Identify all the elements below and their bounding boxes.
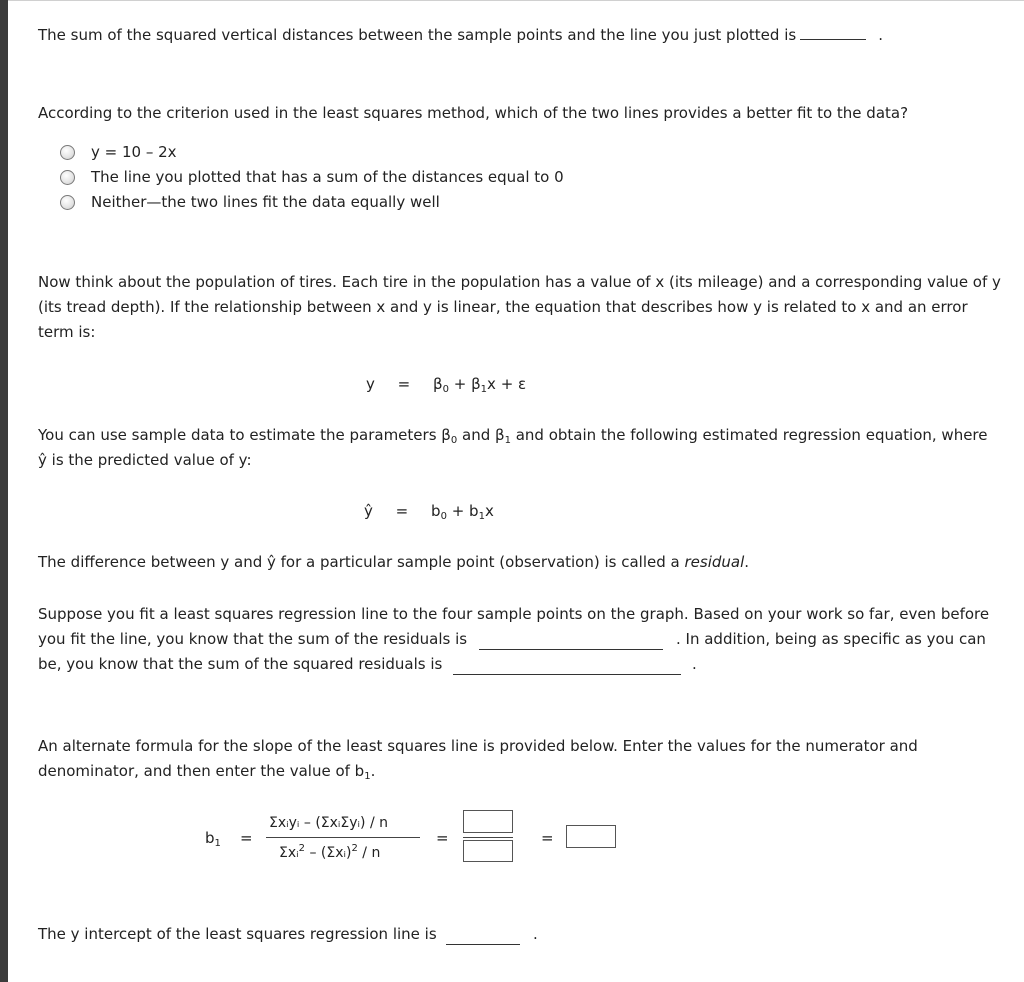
suppose-line-3: be, you know that the sum of the squared residuals is: [38, 655, 443, 673]
radio-button[interactable]: [60, 195, 75, 210]
numerator-input[interactable]: [463, 810, 513, 833]
formula-denominator: Σxᵢ$^2$ – (Σxᵢ)$^2$ / n: [279, 843, 381, 861]
option-label: y = 10 – 2x: [91, 143, 177, 161]
equals-sign-1: =: [240, 829, 253, 847]
suppose-line-1: Suppose you fit a least squares regression line to the four sample points on the graph. Based on your work so far, even before: [38, 605, 990, 623]
top-border: [8, 0, 1024, 1]
formula-numerator: Σxᵢyᵢ – (ΣxᵢΣyᵢ) / n: [269, 815, 388, 831]
alt-formula-line-1: An alternate formula for the slope of the least squares line is provided below. Enter the values for the numerator and: [38, 737, 918, 755]
criterion-question: According to the criterion used in the least squares method, which of the two lines provides a better fit to the data?: [38, 104, 909, 122]
estimate-line-2: ŷ is the predicted value of y:: [38, 451, 252, 469]
slope-b1-input[interactable]: [566, 825, 616, 848]
denominator-input[interactable]: [463, 840, 513, 862]
alt-formula-line-2: denominator, and then enter the value of $b_1$.: [38, 762, 376, 782]
equals-sign-3: =: [541, 829, 554, 847]
residual-definition: The difference between y and ŷ for a particular sample point (observation) is called a residual.: [38, 553, 750, 571]
input-fraction-bar: [463, 837, 513, 838]
intercept-question: The y intercept of the least squares regression line is: [38, 925, 437, 943]
radio-button[interactable]: [60, 145, 75, 160]
equals-sign-2: =: [436, 829, 449, 847]
estimate-line-1: You can use sample data to estimate the parameters $\beta_0$ and $\beta_1$ and obtain the following estimated regression equation, where: [38, 426, 988, 446]
suppose-line-2b: . In addition, being as specific as you can: [676, 630, 986, 648]
option-line-y10-2x[interactable]: [60, 141, 177, 163]
option-neither[interactable]: [60, 191, 440, 213]
fraction-bar: [266, 837, 420, 838]
sum-squared-distances-blank[interactable]: [800, 24, 866, 40]
intercept-blank[interactable]: [446, 928, 520, 945]
sum-squared-distances-question: The sum of the squared vertical distances between the sample points and the line you just plotted is .: [38, 26, 883, 44]
sum-squared-residuals-blank[interactable]: [453, 658, 681, 675]
option-label: The line you plotted that has a sum of the distances equal to 0: [91, 168, 564, 186]
slope-lhs: $b_1$: [205, 829, 221, 849]
radio-button[interactable]: [60, 170, 75, 185]
population-paragraph: Now think about the population of tires. Each tire in the population has a value of x (its mileage) and a corresponding value of y (its tread depth). If the relationship between x and y is linear, the equation that describes how y is related to x and an error term is:: [38, 273, 1001, 341]
option-plotted-line[interactable]: [60, 166, 564, 188]
estimated-regression-equation: ŷ = $b_0 + b_1x$: [364, 502, 494, 522]
sum-squared-distances-text: The sum of the squared vertical distances between the sample points and the line you just plotted is: [38, 26, 797, 44]
option-label: Neither—the two lines fit the data equally well: [91, 193, 440, 211]
population-equation: $y = \beta_0 + \beta_1x + \varepsilon$: [366, 375, 527, 395]
suppose-line-2a: you fit the line, you know that the sum of the residuals is: [38, 630, 468, 648]
left-border: [0, 0, 8, 982]
residual-term: residual: [684, 553, 745, 571]
sum-residuals-blank[interactable]: [479, 633, 663, 650]
